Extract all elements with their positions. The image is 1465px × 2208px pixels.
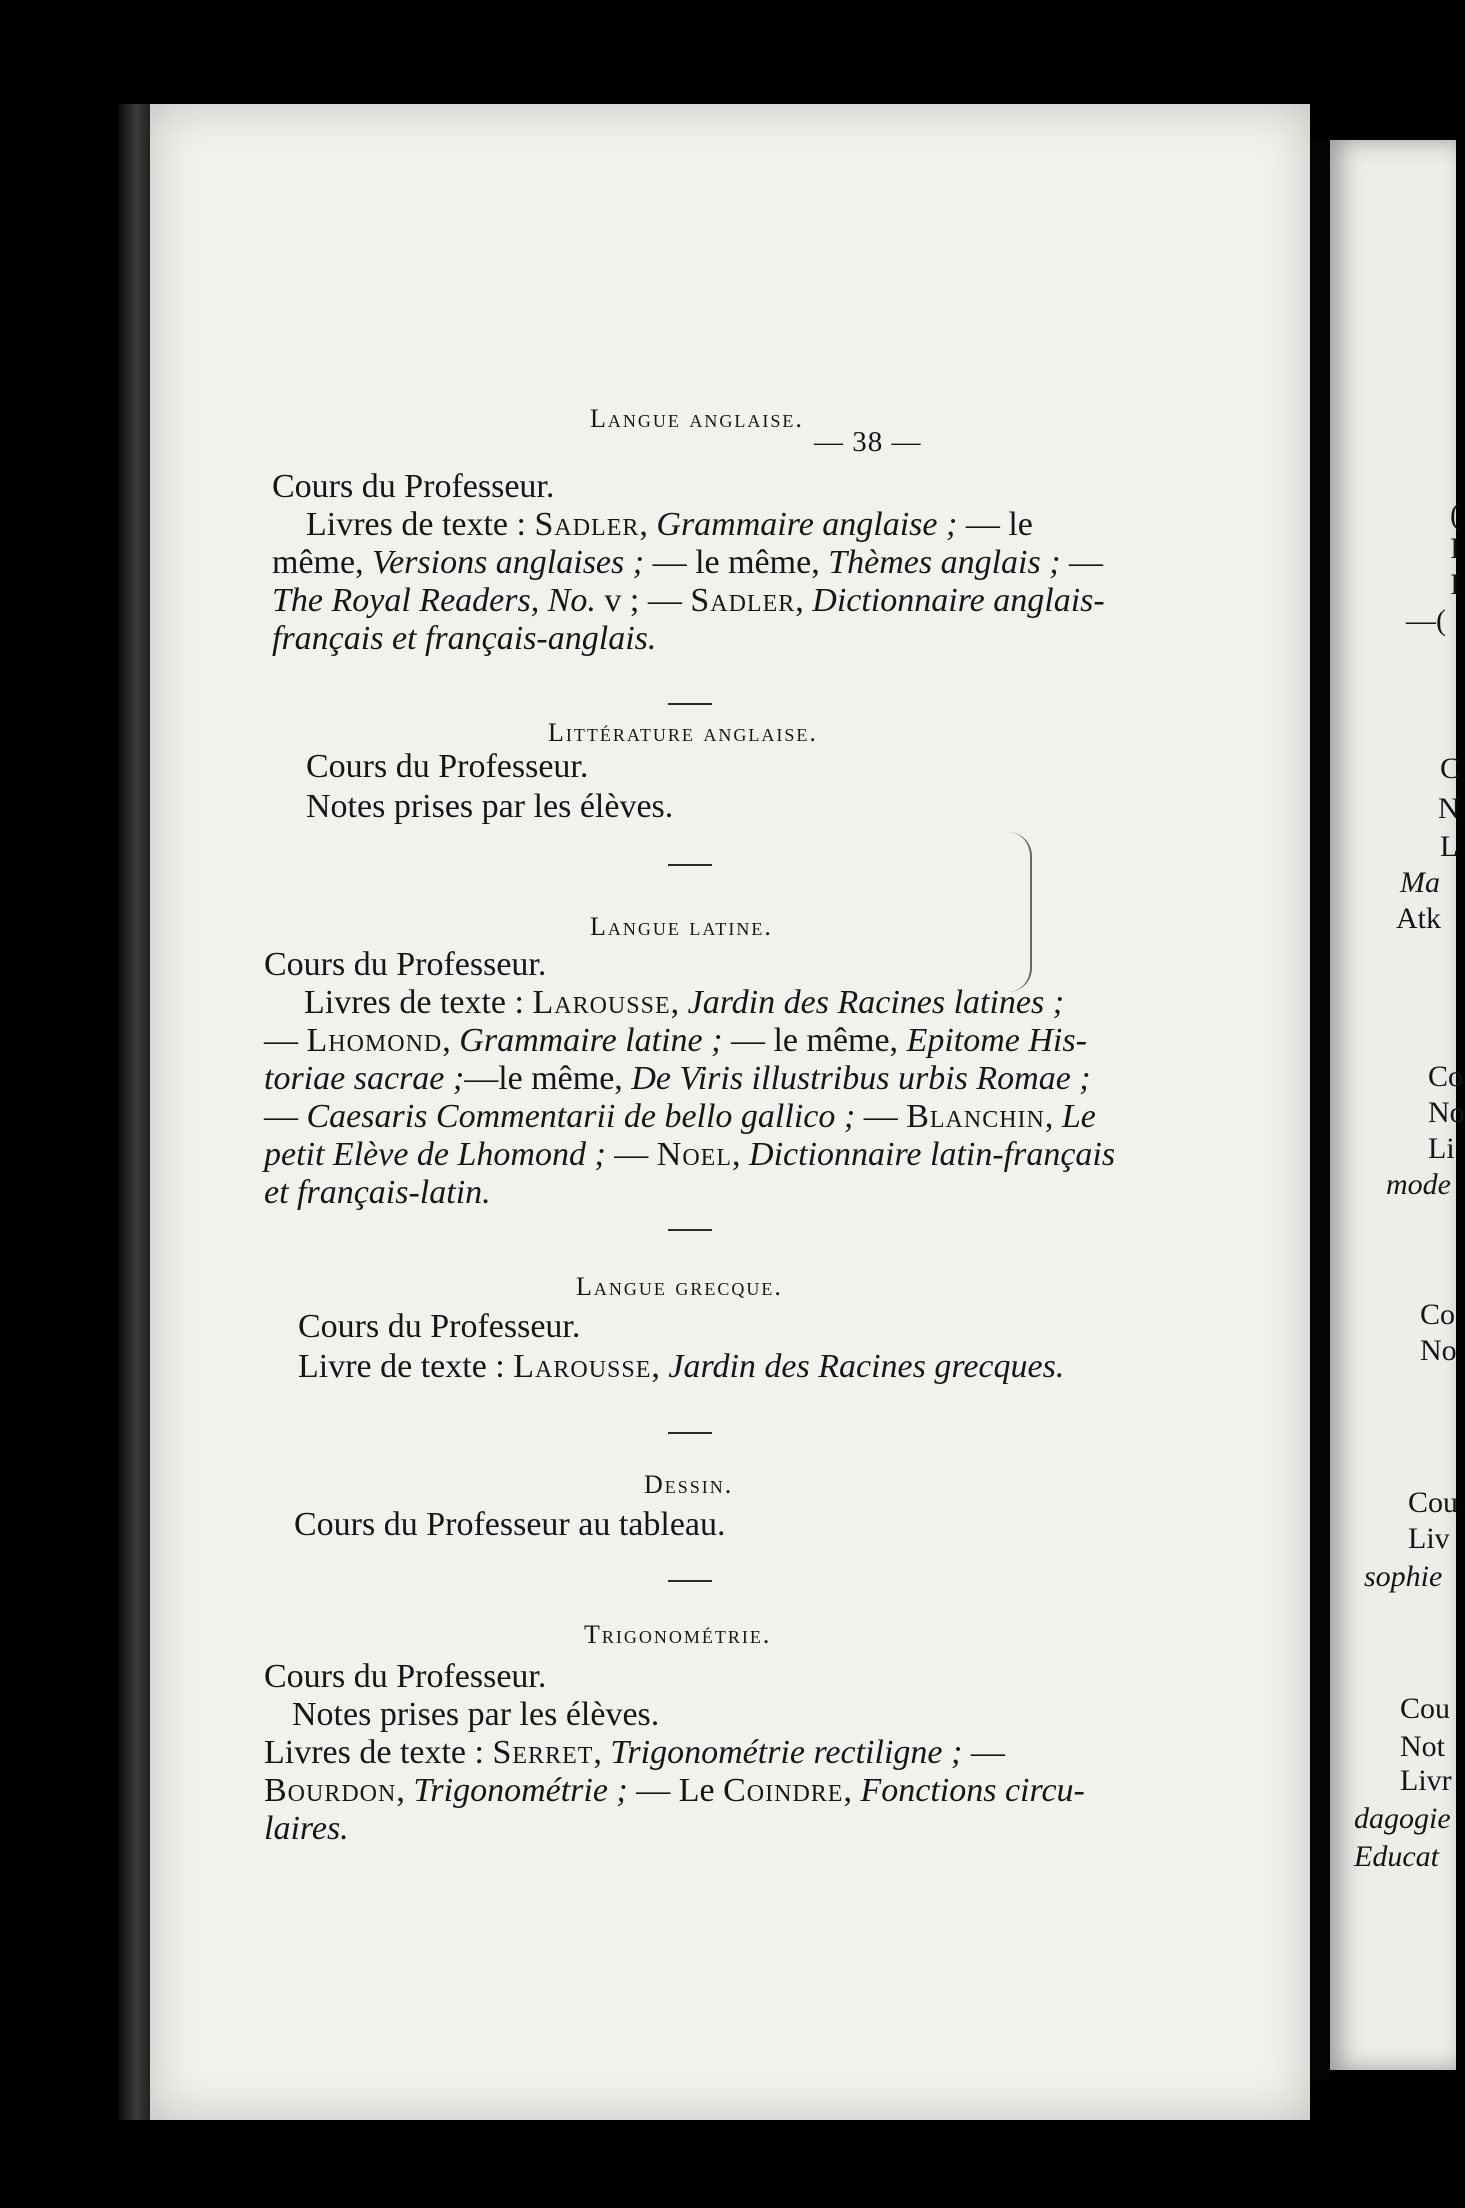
text-line [264,1736,1005,1770]
facing-page-text: —( [1406,604,1446,637]
book-title: Thèmes anglais ; [828,544,1061,581]
text-run: — Le [627,1772,724,1809]
facing-page-text: Co [1420,1298,1456,1331]
text-run: —le même, [464,1060,632,1097]
text-run: Cours du Professeur. [306,748,589,785]
text-run: Notes prises par les élèves. [292,1696,660,1733]
text-line [272,584,1105,618]
facing-page-text: mode [1386,1168,1451,1201]
text-run: , [732,1136,750,1173]
text-line [298,1350,1064,1384]
text-line [292,1698,659,1732]
facing-page-text: C [1440,752,1461,785]
facing-page-text: No [1420,1334,1457,1367]
book-title: The Royal Readers, No. [272,582,596,619]
text-run: , [593,1734,611,1771]
text-line [306,508,1033,542]
text-run: — [264,1098,307,1135]
author-name: Larousse [532,984,671,1021]
text-line [264,1024,1087,1058]
text-line [298,1310,580,1344]
book-title: Grammaire anglaise ; [656,506,958,543]
text-run: — le [957,506,1033,543]
facing-page-text: Ma [1400,866,1440,899]
facing-page-text: Cou [1400,1692,1451,1725]
section-divider [668,1229,712,1231]
text-line [264,1138,1115,1172]
binding-edge [118,104,154,2120]
text-run: Cours du Professeur. [264,1658,547,1695]
author-name: Sadler [690,582,796,619]
text-run: , [639,506,657,543]
text-run: , [670,984,688,1021]
section-heading: Trigonométrie. [584,1620,772,1649]
book-title: et français-latin. [264,1174,491,1211]
text-line [306,750,588,784]
facing-page-text: Educat [1354,1840,1439,1873]
text-line [304,986,1064,1020]
facing-page-text: I [1450,532,1460,565]
text-run: Livres de texte : [306,506,535,543]
facing-page-text: sophie [1364,1560,1443,1593]
text-line [294,1508,726,1542]
text-line [264,1062,1091,1096]
text-run: Cours du Professeur. [298,1308,581,1345]
text-run: , [1044,1098,1062,1135]
text-run: Livre de texte : [298,1348,514,1385]
author-name: Coindre [723,1772,844,1809]
text-line [306,790,673,824]
text-run: — [605,1136,657,1173]
text-run: , [795,582,813,619]
section-divider [668,1580,712,1582]
book-title: Trigonométrie rectiligne ; [610,1734,963,1771]
book-title: Dictionnaire anglais- [812,582,1105,619]
author-name: Bourdon [264,1772,397,1809]
text-run: — [264,1022,307,1059]
text-line [264,1774,1085,1808]
text-run: Cours du Professeur au tableau. [294,1506,726,1543]
facing-page-text: dagogie [1354,1802,1451,1835]
facing-page-text: L [1440,830,1459,863]
facing-page-text: ( [1450,498,1460,531]
facing-page-text: Li [1428,1132,1455,1165]
author-name: Lhomond [306,1022,443,1059]
facing-page-text: Atk [1396,902,1441,935]
text-run: Livres de texte : [264,1734,493,1771]
text-run: — [855,1098,907,1135]
section-heading: Dessin. [644,1470,734,1499]
book-title: Versions anglaises ; [372,544,645,581]
book-title: Le [1061,1098,1096,1135]
facing-page-text: Liv [1408,1522,1450,1555]
text-line [272,470,554,504]
handwritten-bracket [1008,832,1032,992]
facing-page-text: Co [1428,1060,1464,1093]
book-title: français et français-anglais. [272,620,657,657]
text-run: Cours du Professeur. [264,946,547,983]
text-run: , [442,1022,460,1059]
text-line [264,1812,349,1846]
author-name: Sadler [534,506,640,543]
facing-page-text: Not [1400,1730,1445,1763]
facing-page-fragment [1330,140,1465,2070]
book-title: Dictionnaire latin-français [749,1136,1116,1173]
book-title: Epitome His- [906,1022,1087,1059]
section-divider [668,864,712,866]
book-page [150,104,1310,2120]
book-title: Trigonométrie ; [413,1772,628,1809]
book-title: laires. [264,1810,349,1847]
text-line [272,622,656,656]
text-line [272,546,1103,580]
text-line [264,1100,1096,1134]
text-run: — le même, [644,544,829,581]
book-title: petit Elève de Lhomond ; [264,1136,606,1173]
text-run: , [396,1772,414,1809]
page-number: — 38 — [814,426,922,458]
book-title: Jardin des Racines grecques. [668,1348,1065,1385]
book-title: toriae sacrae ; [264,1060,465,1097]
author-name: Noel [656,1136,733,1173]
book-title: Grammaire latine ; [459,1022,723,1059]
book-title: De Viris illustribus urbis Romae ; [631,1060,1091,1097]
text-line [264,948,546,982]
book-title: Caesaris Commentarii de bello gallico ; [306,1098,856,1135]
text-run: Notes prises par les élèves. [306,788,674,825]
page-gutter [1310,140,1330,2080]
facing-page-text: Livr [1400,1764,1452,1797]
book-title: Jardin des Racines latines ; [687,984,1065,1021]
facing-page-text: N [1438,792,1460,825]
text-run: — [962,1734,1005,1771]
text-line [264,1660,546,1694]
text-run: — le même, [722,1022,907,1059]
text-run: Cours du Professeur. [272,468,555,505]
facing-page-text: No [1428,1096,1465,1129]
facing-page-text: I [1450,568,1460,601]
author-name: Blanchin [906,1098,1045,1135]
section-heading: Langue grecque. [576,1272,783,1301]
text-run: Livres de texte : [304,984,533,1021]
book-title: Fonctions circu- [860,1772,1085,1809]
text-run: , [843,1772,861,1809]
section-heading: Langue latine. [590,912,773,941]
section-heading: Langue anglaise. [590,404,804,433]
text-run: v ; — [595,582,691,619]
author-name: Serret [492,1734,594,1771]
author-name: Larousse [513,1348,652,1385]
section-divider [668,1432,712,1434]
text-run: , [651,1348,669,1385]
text-line [264,1176,491,1210]
text-run: même, [272,544,373,581]
text-run: — [1060,544,1104,581]
section-heading: Littérature anglaise. [548,718,818,747]
section-divider [668,703,712,705]
facing-page-text: Cou [1408,1486,1459,1519]
